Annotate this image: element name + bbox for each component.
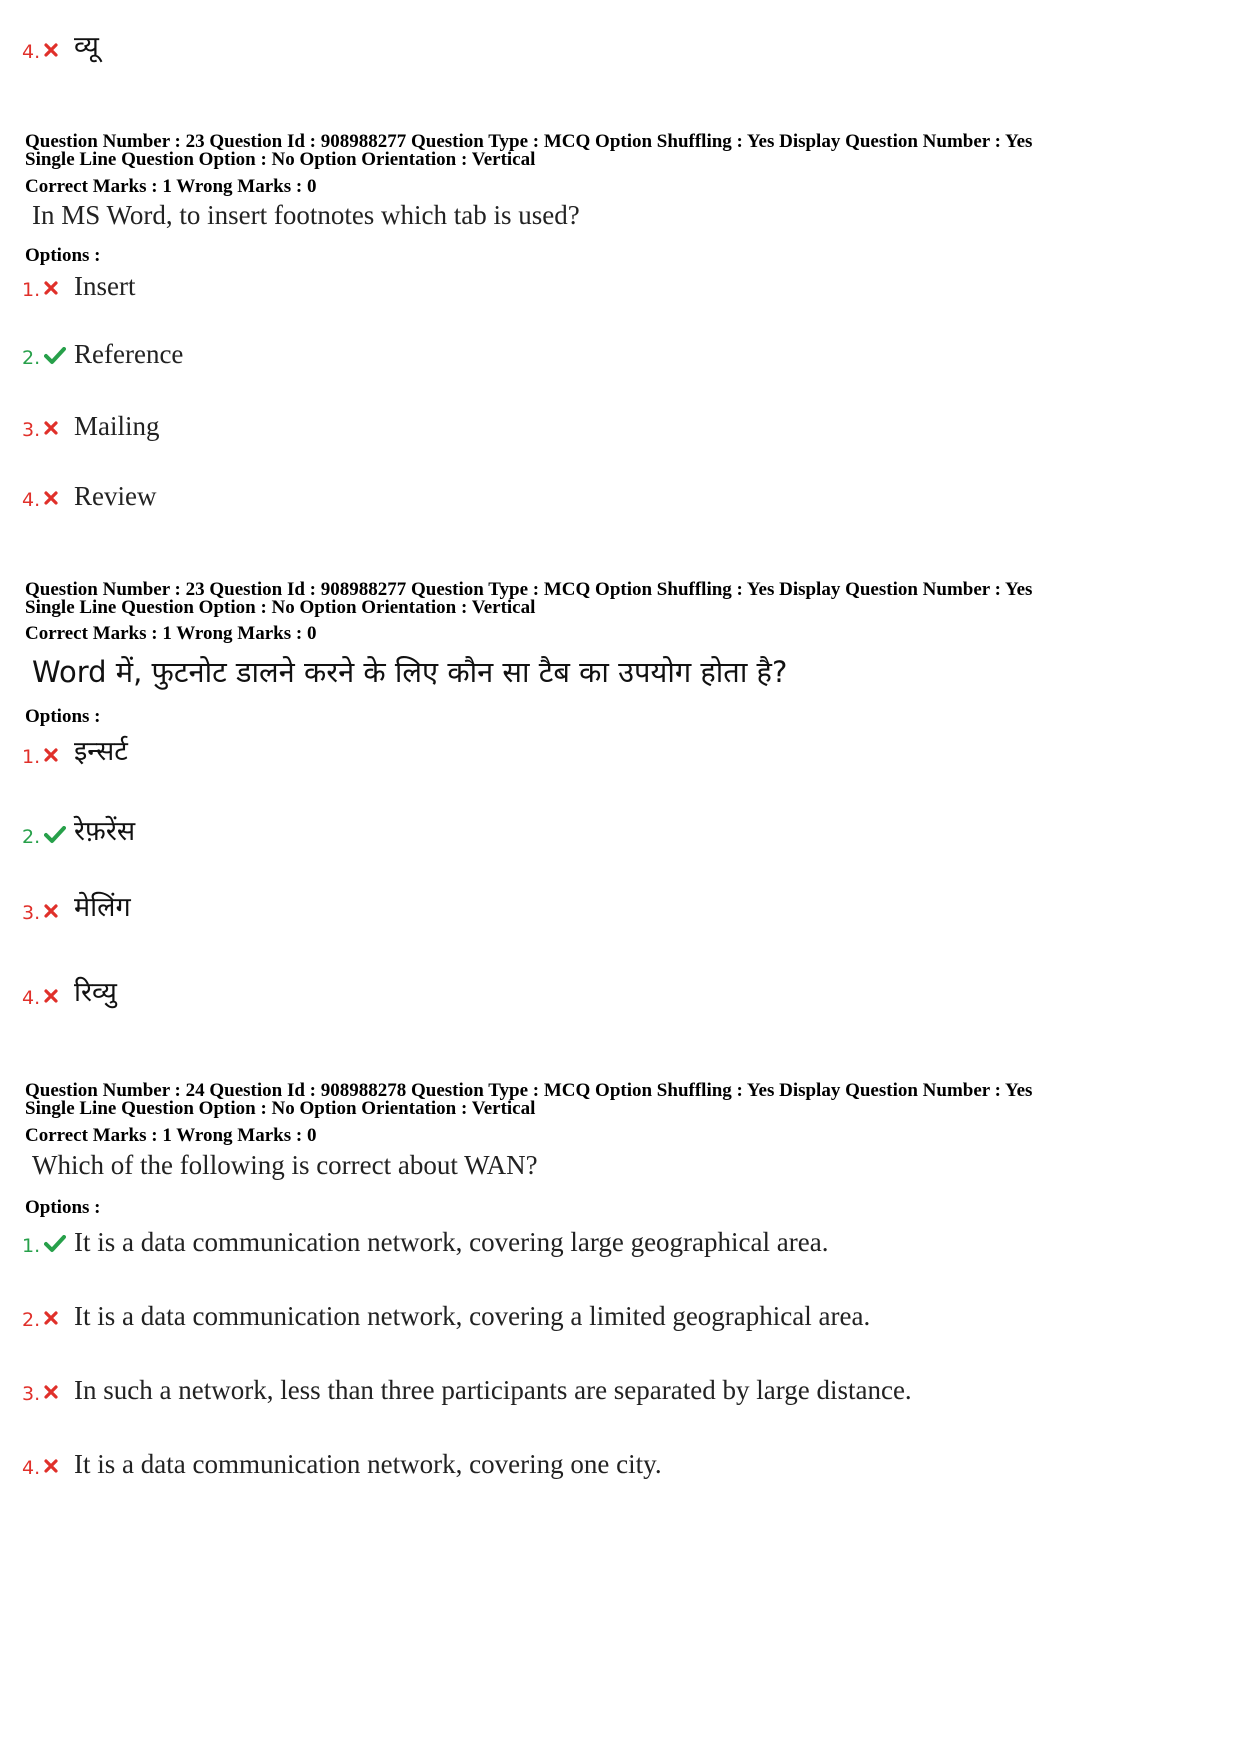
option-item <box>22 891 131 923</box>
option-number: 4. <box>22 987 41 1009</box>
question-meta-2: Single Line Question Option : No Option Orientation : Vertical <box>25 149 536 170</box>
wrong-cross-icon <box>44 899 74 923</box>
option-text: Reference <box>74 339 184 369</box>
correct-check-icon <box>44 344 74 368</box>
option-number: 3. <box>22 1383 41 1405</box>
option-item <box>22 1300 870 1330</box>
option-text: It is a data communication network, covering large geographical area. <box>74 1227 829 1257</box>
wrong-cross-icon <box>44 984 74 1008</box>
question-marks: Correct Marks : 1 Wrong Marks : 0 <box>25 623 317 644</box>
question-meta-2: Single Line Question Option : No Option Orientation : Vertical <box>25 1098 536 1119</box>
option-number: 4. <box>22 1457 41 1479</box>
question-meta: Question Number : 23 Question Id : 908988277 Question Type : MCQ Option Shuffling : Yes Display Question Number : Yes <box>25 131 1033 152</box>
option-item <box>22 1374 912 1404</box>
option-text: Mailing <box>74 411 160 441</box>
question-text: In MS Word, to insert footnotes which tab is used? <box>32 200 580 230</box>
option-text: इन्सर्ट <box>74 736 128 767</box>
correct-check-icon <box>44 823 74 847</box>
wrong-cross-icon <box>44 743 74 767</box>
option-number: 1. <box>22 279 41 301</box>
option-item <box>22 480 156 510</box>
option-text: Insert <box>74 271 136 301</box>
question-marks: Correct Marks : 1 Wrong Marks : 0 <box>25 1125 317 1146</box>
option-item <box>22 30 99 62</box>
option-number: 2. <box>22 1309 41 1331</box>
option-number: 3. <box>22 902 41 924</box>
wrong-cross-icon <box>44 1380 74 1404</box>
option-item <box>22 1448 662 1478</box>
option-text: Review <box>74 481 157 511</box>
wrong-cross-icon <box>44 1454 74 1478</box>
wrong-cross-icon <box>44 416 74 440</box>
question-meta: Question Number : 23 Question Id : 908988277 Question Type : MCQ Option Shuffling : Yes Display Question Number : Yes <box>25 579 1033 600</box>
wrong-cross-icon <box>44 1306 74 1330</box>
wrong-cross-icon <box>44 276 74 300</box>
option-item <box>22 735 128 767</box>
option-number: 2. <box>22 347 41 369</box>
wrong-cross-icon <box>44 38 74 62</box>
option-text: It is a data communication network, covering one city. <box>74 1449 662 1479</box>
option-number: 4. <box>22 41 41 63</box>
option-item <box>22 338 183 368</box>
wrong-cross-icon <box>44 486 74 510</box>
options-label: Options : <box>25 245 101 266</box>
option-number: 4. <box>22 489 41 511</box>
options-label: Options : <box>25 706 101 727</box>
options-label: Options : <box>25 1197 101 1218</box>
option-text: रेफ़रेंस <box>74 816 136 847</box>
option-number: 1. <box>22 746 41 768</box>
option-text: It is a data communication network, covering a limited geographical area. <box>74 1301 871 1331</box>
option-number: 1. <box>22 1235 41 1257</box>
option-text: In such a network, less than three participants are separated by large distance. <box>74 1375 912 1405</box>
question-meta: Question Number : 24 Question Id : 908988278 Question Type : MCQ Option Shuffling : Yes Display Question Number : Yes <box>25 1080 1033 1101</box>
option-number: 3. <box>22 419 41 441</box>
option-text: मेलिंग <box>74 892 131 923</box>
option-item <box>22 270 135 300</box>
option-number: 2. <box>22 826 41 848</box>
option-text: रिव्यु <box>74 977 117 1008</box>
question-text: Word में, फुटनोट डालने करने के लिए कौन सा टैब का उपयोग होता है? <box>32 655 788 689</box>
option-text: व्यू <box>74 31 99 62</box>
question-meta-2: Single Line Question Option : No Option Orientation : Vertical <box>25 597 536 618</box>
option-item <box>22 815 135 847</box>
option-item <box>22 1226 828 1256</box>
question-text: Which of the following is correct about WAN? <box>32 1150 538 1180</box>
question-marks: Correct Marks : 1 Wrong Marks : 0 <box>25 176 317 197</box>
option-item <box>22 976 117 1008</box>
option-item <box>22 410 160 440</box>
correct-check-icon <box>44 1232 74 1256</box>
